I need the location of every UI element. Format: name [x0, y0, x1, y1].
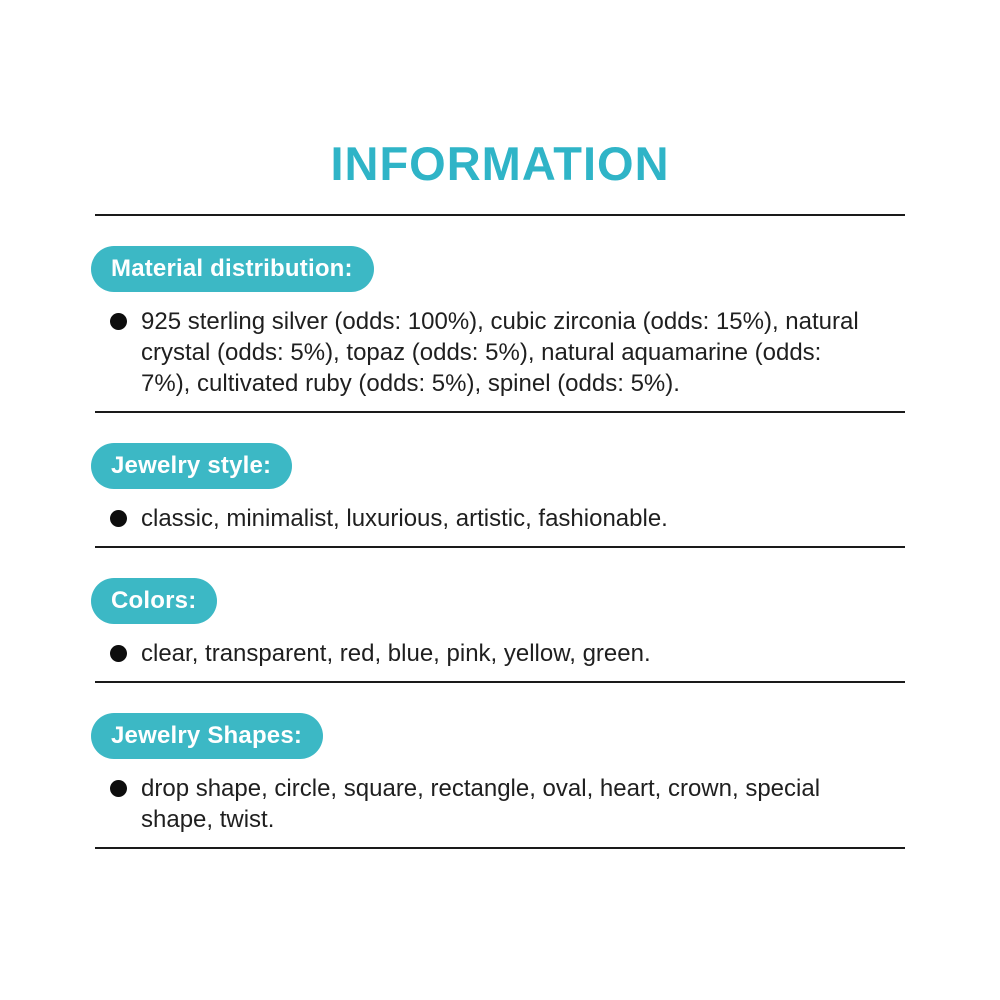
page-title: INFORMATION — [330, 137, 670, 190]
section-jewelry-style — [95, 413, 905, 546]
bullet-dot-icon — [110, 780, 127, 797]
bullet-dot-icon — [110, 645, 127, 662]
section-colors — [95, 548, 905, 681]
list-item-text: 925 sterling silver (odds: 100%), cubic zirconia (odds: 15%), natural crystal (odds: 5%), topaz (odds: 5%), natural aquamarine (odds: 7%), cultivated ruby (odds: 5%), spinel (odds: 5%). — [141, 308, 859, 397]
section-jewelry-shapes — [95, 683, 905, 847]
list-item — [95, 306, 905, 399]
bullet-dot-icon — [110, 510, 127, 527]
list-item-text: clear, transparent, red, blue, pink, yellow, green. — [141, 640, 651, 667]
divider — [95, 847, 905, 849]
section-header — [91, 246, 905, 292]
section-label-pill: Material distribution: — [91, 246, 374, 292]
list-item — [95, 638, 905, 669]
section-label-pill: Colors: — [91, 578, 217, 624]
list-item — [95, 773, 905, 835]
section-label-pill: Jewelry style: — [91, 443, 292, 489]
section-header — [91, 713, 905, 759]
section-label-pill: Jewelry Shapes: — [91, 713, 323, 759]
bullet-dot-icon — [110, 313, 127, 330]
list-item-text: drop shape, circle, square, rectangle, oval, heart, crown, special shape, twist. — [141, 775, 821, 833]
section-header — [91, 578, 905, 624]
section-header — [91, 443, 905, 489]
list-item-text: classic, minimalist, luxurious, artistic, fashionable. — [141, 505, 668, 532]
list-item — [95, 503, 905, 534]
section-material-distribution — [95, 216, 905, 411]
